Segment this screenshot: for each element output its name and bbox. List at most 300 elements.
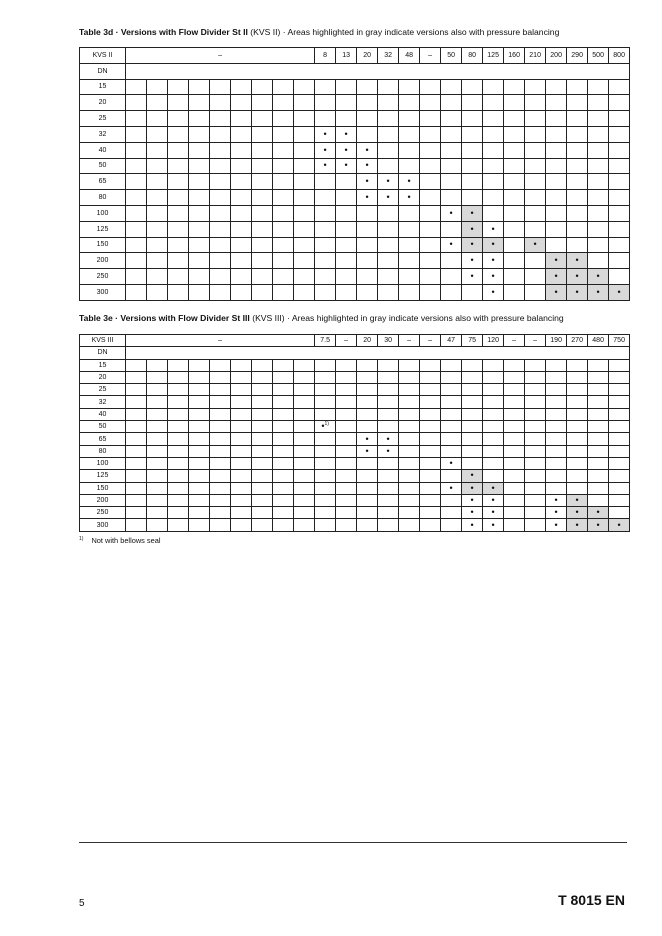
version-cell [462,253,483,269]
version-cell [546,174,567,190]
version-cell [315,221,336,237]
version-cell [189,142,210,158]
availability-dot: • [407,192,411,203]
version-cell [168,221,189,237]
version-cell [525,457,546,469]
version-cell [294,482,315,494]
version-cell [210,79,231,95]
version-cell [315,433,336,445]
version-cell [252,158,273,174]
version-cell [609,126,630,142]
availability-dot: • [596,519,600,530]
version-cell [231,396,252,408]
dn-cell: 15 [80,359,126,371]
version-cell [147,482,168,494]
version-cell [273,126,294,142]
version-cell [483,284,504,300]
version-cell [483,190,504,206]
kvs-header-cell: – [504,335,525,347]
version-cell [483,142,504,158]
kvs-header-cell: 200 [546,48,567,64]
kvs-header-cell: 47 [441,335,462,347]
version-cell [546,445,567,457]
version-cell [441,433,462,445]
version-cell [126,126,147,142]
table-row [80,111,630,127]
version-cell [168,457,189,469]
version-cell [147,421,168,433]
version-cell [504,269,525,285]
version-cell [588,433,609,445]
version-cell [441,421,462,433]
version-cell [567,142,588,158]
version-cell [567,421,588,433]
version-cell [294,457,315,469]
version-cell [210,371,231,383]
page-number: 5 [79,898,85,909]
version-cell [378,95,399,111]
kvs-header-cell: 50 [441,48,462,64]
version-cell [273,494,294,506]
version-cell [441,507,462,519]
availability-dot: • [470,519,474,530]
version-cell [252,142,273,158]
version-cell [462,408,483,420]
version-cell [588,445,609,457]
availability-dot: • [470,239,474,250]
version-cell [546,470,567,482]
version-cell [126,79,147,95]
version-cell [567,507,588,519]
version-cell [588,482,609,494]
version-cell [252,111,273,127]
version-cell [378,457,399,469]
version-cell [546,507,567,519]
kvs-header-cell: – [420,48,441,64]
kvs-header-cell: – [126,48,315,64]
version-cell [588,494,609,506]
dn-cell: 125 [80,470,126,482]
version-cell [189,111,210,127]
version-cell [441,519,462,531]
version-cell [210,221,231,237]
version-cell [483,507,504,519]
version-cell [609,371,630,383]
version-cell [336,433,357,445]
version-cell [126,433,147,445]
version-cell [399,79,420,95]
version-cell [378,384,399,396]
version-cell [441,190,462,206]
version-cell [441,384,462,396]
document-id: T 8015 EN [558,892,625,908]
version-cell [609,457,630,469]
version-cell [189,269,210,285]
version-cell [483,158,504,174]
version-cell [294,269,315,285]
availability-dot: • [554,507,558,518]
version-cell [315,457,336,469]
version-cell [168,253,189,269]
version-cell [483,174,504,190]
version-cell [567,174,588,190]
version-cell [567,111,588,127]
footnote [79,536,160,545]
availability-dot: • [365,445,369,456]
availability-dot: • [470,255,474,266]
version-cell [357,79,378,95]
version-cell [252,253,273,269]
version-cell [420,205,441,221]
version-cell [483,205,504,221]
version-cell [147,457,168,469]
availability-dot: • [575,495,579,505]
availability-dot: • [491,255,495,266]
version-cell [462,111,483,127]
version-cell [168,284,189,300]
version-cell [420,421,441,433]
availability-dot: • [386,192,390,203]
version-cell [147,384,168,396]
version-cell [525,482,546,494]
version-cell [378,396,399,408]
version-cell [210,408,231,420]
version-cell [504,359,525,371]
version-cell [420,507,441,519]
availability-dot: • [596,286,600,297]
version-cell [252,269,273,285]
version-cell [357,221,378,237]
availability-dot: • [344,160,348,171]
version-cell [483,421,504,433]
version-cell [231,457,252,469]
version-cell [399,494,420,506]
version-cell [210,237,231,253]
version-cell [378,205,399,221]
version-cell [168,433,189,445]
version-cell [378,221,399,237]
version-cell [357,269,378,285]
version-cell [147,494,168,506]
version-cell [546,126,567,142]
version-cell [252,421,273,433]
kvs-header-cell: 48 [399,48,420,64]
version-cell [525,445,546,457]
version-cell [357,284,378,300]
dn-cell: 150 [80,237,126,253]
version-cell [609,205,630,221]
table-row [80,95,630,111]
version-cell [567,482,588,494]
version-cell [504,221,525,237]
version-cell [252,371,273,383]
version-cell [147,142,168,158]
kvs-header-label: KVS II [80,48,126,64]
version-cell [609,359,630,371]
version-cell [126,253,147,269]
availability-dot: • [386,445,390,456]
version-cell [231,445,252,457]
dn-cell: 50 [80,158,126,174]
version-cell [210,470,231,482]
dn-header-blank [126,347,630,359]
version-cell [378,359,399,371]
version-cell [315,237,336,253]
version-cell [420,384,441,396]
version-cell [504,237,525,253]
version-cell [126,221,147,237]
version-cell [231,433,252,445]
dn-cell: 100 [80,205,126,221]
dn-header-row [80,63,630,79]
version-cell [147,371,168,383]
version-cell [399,408,420,420]
version-cell [483,359,504,371]
version-cell [357,482,378,494]
version-cell [378,190,399,206]
version-cell [525,433,546,445]
version-cell [609,396,630,408]
version-cell [147,190,168,206]
version-cell [462,445,483,457]
version-cell [588,384,609,396]
version-cell [462,359,483,371]
version-cell [504,111,525,127]
availability-dot: • [470,223,474,234]
table-3d [79,47,630,301]
version-cell [357,359,378,371]
version-cell [546,421,567,433]
version-cell [336,190,357,206]
kvs-header-cell: 125 [483,48,504,64]
version-cell [231,482,252,494]
version-cell [609,421,630,433]
version-cell [399,174,420,190]
dn-cell: 25 [80,111,126,127]
version-cell [336,494,357,506]
version-cell [525,126,546,142]
version-cell [231,408,252,420]
version-cell [357,205,378,221]
version-cell [336,111,357,127]
version-cell [525,371,546,383]
version-cell [588,359,609,371]
version-cell [483,457,504,469]
version-cell [441,408,462,420]
version-cell [336,95,357,111]
availability-dot: • [596,507,600,518]
version-cell [609,269,630,285]
dn-cell: 250 [80,269,126,285]
version-cell [546,494,567,506]
version-cell [357,95,378,111]
version-cell [168,482,189,494]
version-cell [546,396,567,408]
version-cell [168,445,189,457]
version-cell [441,482,462,494]
version-cell [399,421,420,433]
version-cell [315,253,336,269]
table-row [80,126,630,142]
version-cell [147,221,168,237]
dn-cell: 125 [80,221,126,237]
version-cell [441,142,462,158]
version-cell [462,221,483,237]
version-cell [252,237,273,253]
version-cell [399,359,420,371]
version-cell [462,494,483,506]
version-cell [378,371,399,383]
version-cell [525,384,546,396]
version-cell [357,519,378,531]
version-cell [525,253,546,269]
version-cell [210,519,231,531]
version-cell [126,445,147,457]
version-cell [546,284,567,300]
version-cell [315,359,336,371]
version-cell [504,519,525,531]
version-cell [525,519,546,531]
version-cell [546,205,567,221]
version-cell [525,237,546,253]
version-cell [210,158,231,174]
version-cell [483,482,504,494]
version-cell [189,158,210,174]
availability-dot: • [470,507,474,518]
version-cell [210,482,231,494]
version-cell [420,457,441,469]
version-cell [441,79,462,95]
version-cell [126,494,147,506]
version-cell [189,205,210,221]
version-cell [378,158,399,174]
version-cell [252,205,273,221]
version-cell [231,269,252,285]
version-cell [567,205,588,221]
dn-header-label: DN [80,347,126,359]
version-cell [546,79,567,95]
footnote-text: Not with bellows seal [91,536,161,545]
table-3d-caption-note: · Areas highlighted in gray indicate versions also with pressure balancing [282,27,560,37]
version-cell [504,482,525,494]
version-cell [231,79,252,95]
version-cell [294,433,315,445]
availability-dot: • [533,239,537,250]
version-cell [483,79,504,95]
version-cell [147,111,168,127]
version-cell [420,284,441,300]
version-cell [336,284,357,300]
version-cell [189,408,210,420]
version-cell [357,237,378,253]
kvs-header-cell: – [336,335,357,347]
version-cell [294,253,315,269]
version-cell [231,507,252,519]
version-cell [567,359,588,371]
version-cell [357,111,378,127]
availability-dot: • [449,482,453,493]
availability-dot: • [449,207,453,218]
version-cell [315,284,336,300]
version-cell [420,95,441,111]
version-cell [399,507,420,519]
version-cell [588,284,609,300]
version-cell [273,237,294,253]
version-cell [399,384,420,396]
availability-dot: • [554,271,558,282]
version-cell [567,269,588,285]
availability-dot: • [470,470,474,481]
version-cell [336,384,357,396]
dn-cell: 150 [80,482,126,494]
version-cell [609,190,630,206]
availability-dot: • [575,255,579,266]
version-cell [189,95,210,111]
version-cell [126,111,147,127]
version-cell [189,507,210,519]
version-cell [294,445,315,457]
version-cell [588,269,609,285]
version-cell [525,470,546,482]
version-cell [126,519,147,531]
version-cell [210,384,231,396]
version-cell [399,111,420,127]
version-cell [378,470,399,482]
version-cell [231,158,252,174]
version-cell [588,519,609,531]
kvs-header-cell: 13 [336,48,357,64]
version-cell [504,205,525,221]
availability-dot: • [554,519,558,530]
version-cell [420,494,441,506]
table-row [80,494,630,506]
table-header-row [80,335,630,347]
version-cell [231,371,252,383]
availability-dot: • [491,223,495,234]
table-3e [79,334,630,532]
availability-dot: • [470,207,474,218]
version-cell [168,95,189,111]
version-cell [399,95,420,111]
version-cell [588,221,609,237]
availability-dot: • [491,507,495,518]
version-cell [210,433,231,445]
version-cell [504,445,525,457]
kvs-header-cell: 800 [609,48,630,64]
version-cell [294,396,315,408]
table-row [80,284,630,300]
version-cell [567,126,588,142]
availability-dot: • [344,128,348,139]
version-cell [378,482,399,494]
version-cell [273,470,294,482]
version-cell [399,190,420,206]
table-row [80,269,630,285]
version-cell [399,205,420,221]
dn-header-label: DN [80,63,126,79]
version-cell [168,111,189,127]
table-row [80,482,630,494]
availability-dot: • [575,519,579,530]
version-cell [168,142,189,158]
version-cell [378,126,399,142]
version-cell [294,142,315,158]
version-cell [231,384,252,396]
version-cell [231,253,252,269]
version-cell [168,126,189,142]
version-cell [189,433,210,445]
version-cell [126,507,147,519]
